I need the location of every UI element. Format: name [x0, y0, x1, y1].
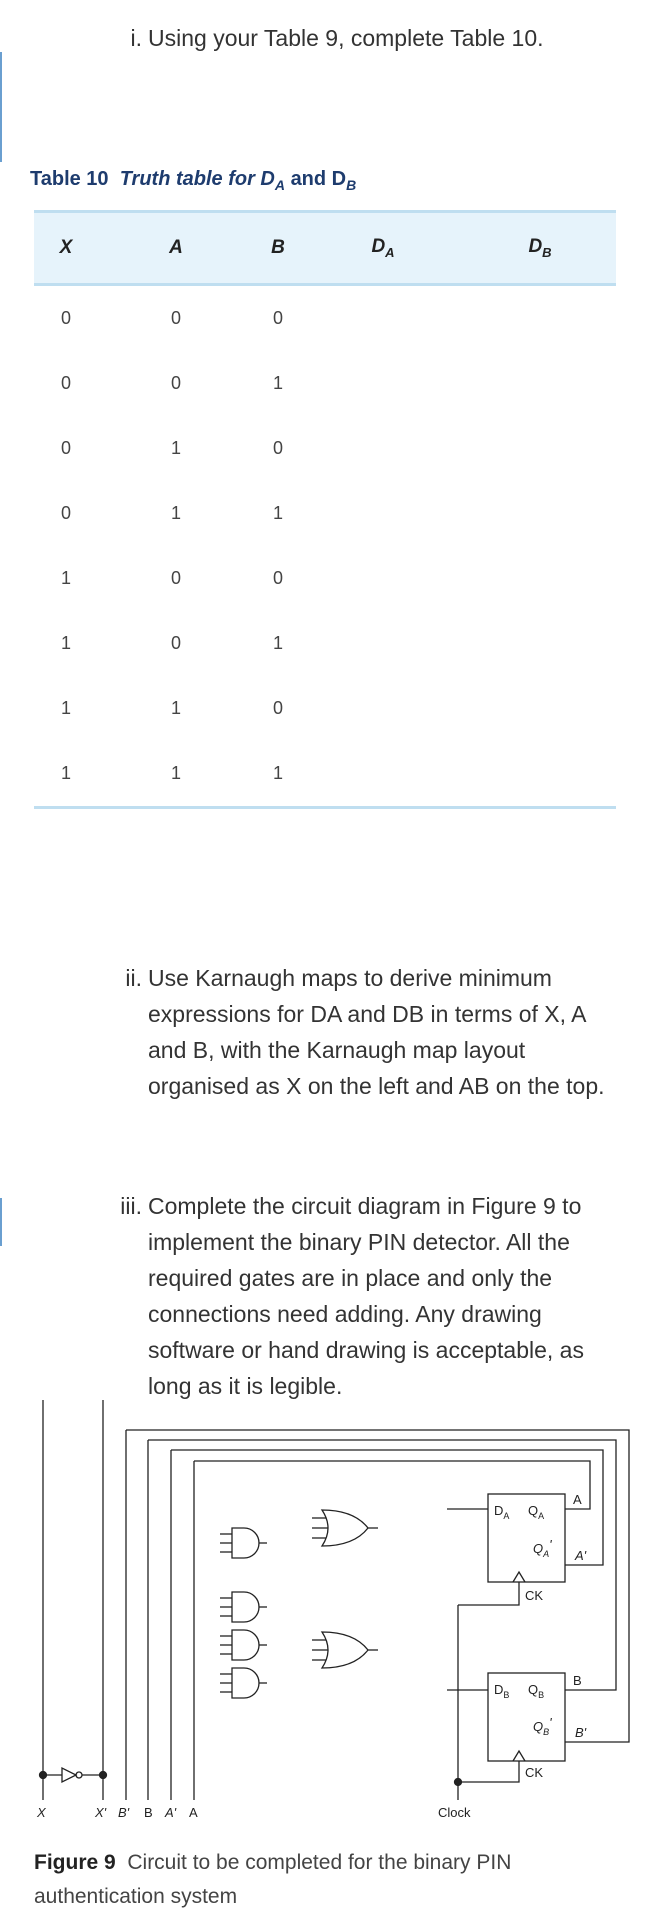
cell-db[interactable] — [464, 546, 616, 611]
ff-b-outn-label: B' — [575, 1725, 587, 1740]
cell-a: 0 — [170, 568, 181, 588]
cell-b: 1 — [254, 741, 302, 808]
question-iii-line: Complete the circuit diagram in Figure 9 to — [148, 1193, 582, 1219]
question-i-number: i. — [130, 25, 142, 51]
question-ii-line: organised as X on the left and AB on the top. — [148, 1073, 605, 1099]
question-ii — [125, 960, 638, 1104]
cell-b: 0 — [272, 308, 283, 328]
cell-x: 1 — [60, 568, 71, 588]
and-gate — [220, 1630, 267, 1660]
input-x-label: X — [37, 1805, 46, 1820]
feedback-wire-bn — [126, 1430, 629, 1742]
circuit-diagram — [0, 1400, 647, 1840]
col-header-b: B — [271, 237, 285, 258]
feedback-wire-a — [194, 1461, 590, 1509]
junction-xn — [100, 1772, 107, 1779]
cell-x: 1 — [34, 741, 98, 808]
cell-db[interactable] — [464, 676, 616, 741]
cell-a: 0 — [170, 633, 181, 653]
ff-b-q-label: $Q_B$ — [528, 1682, 545, 1700]
cell-x: 0 — [60, 503, 71, 523]
rail-label: X' — [95, 1805, 107, 1820]
cell-x: 0 — [60, 373, 71, 393]
table-10-title-sub1: A — [274, 177, 285, 193]
ff-a-ck-label: CK — [525, 1588, 544, 1603]
table-10-title-mid: and D — [290, 168, 347, 190]
cell-b: 1 — [272, 503, 283, 523]
rail-label: B — [144, 1805, 153, 1820]
clock-label: Clock — [438, 1805, 471, 1820]
and-gate — [220, 1668, 267, 1698]
cell-db[interactable] — [464, 481, 616, 546]
table-row — [34, 611, 616, 676]
cell-a: 1 — [170, 438, 181, 458]
ff-b-d-label: $D_B$ — [494, 1682, 510, 1700]
ff-b-qn-label: $Q_B'$ — [533, 1715, 552, 1737]
table-row — [34, 481, 616, 546]
cell-db[interactable] — [464, 741, 616, 808]
table-10-title-pre: Truth table for D — [119, 168, 275, 190]
and-gate — [220, 1528, 267, 1558]
cell-da[interactable] — [302, 546, 464, 611]
question-iii-line: connections need adding. Any drawing — [148, 1301, 542, 1327]
or-gate — [312, 1510, 378, 1546]
cell-da[interactable] — [302, 416, 464, 481]
cell-db[interactable] — [464, 611, 616, 676]
question-ii-line: expressions for DA and DB in terms of X, A — [148, 1001, 587, 1027]
table-row — [34, 416, 616, 481]
cell-da[interactable] — [302, 481, 464, 546]
question-iii-line: software or hand drawing is acceptable, as — [148, 1337, 584, 1363]
question-iii-line: long as it is legible. — [148, 1373, 343, 1399]
col-header-db-main: D — [528, 236, 543, 258]
cell-da[interactable] — [302, 351, 464, 416]
question-iii-line: required gates are in place and only the — [148, 1265, 553, 1291]
margin-marker — [0, 52, 2, 162]
ff-a-d-label: $D_A$ — [494, 1503, 510, 1521]
col-header-db-sub: B — [542, 244, 552, 260]
table-row — [34, 285, 616, 352]
col-header-db — [464, 212, 616, 285]
question-iii — [120, 1188, 638, 1404]
table-row — [34, 741, 616, 808]
cell-da[interactable] — [302, 676, 464, 741]
ff-b-ck-label: CK — [525, 1765, 544, 1780]
cell-da[interactable] — [302, 285, 464, 352]
ff-a-qn-label: $Q_A'$ — [533, 1537, 552, 1559]
question-i — [130, 20, 618, 56]
margin-marker — [0, 1198, 2, 1246]
cell-a: 1 — [98, 741, 254, 808]
cell-b: 0 — [272, 568, 283, 588]
cell-x: 1 — [60, 633, 71, 653]
rail-label: A' — [165, 1805, 177, 1820]
ff-a-outn-label: A' — [575, 1548, 587, 1563]
cell-x: 0 — [60, 308, 71, 328]
cell-db[interactable] — [464, 285, 616, 352]
col-header-da — [302, 212, 464, 285]
question-ii-number: ii. — [125, 965, 142, 991]
cell-b: 1 — [272, 373, 283, 393]
ff-b-out-label: B — [573, 1673, 582, 1688]
junction-x — [40, 1772, 47, 1779]
cell-a: 0 — [170, 373, 181, 393]
question-i-text: Using your Table 9, complete Table 10. — [148, 25, 544, 51]
cell-x: 1 — [60, 698, 71, 718]
question-ii-line: and B, with the Karnaugh map layout — [148, 1037, 526, 1063]
cell-db[interactable] — [464, 416, 616, 481]
cell-a: 1 — [170, 503, 181, 523]
and-gate — [220, 1592, 267, 1622]
table-10-caption — [30, 168, 356, 193]
junction-clock — [455, 1779, 462, 1786]
question-iii-line: implement the binary PIN detector. All the — [148, 1229, 570, 1255]
col-header-a: A — [169, 237, 183, 258]
table-10-label: Table 10 — [30, 168, 109, 190]
col-header-da-main: D — [371, 236, 386, 258]
table-header-row — [34, 212, 616, 285]
cell-a: 1 — [170, 698, 181, 718]
feedback-wire-b — [148, 1440, 616, 1690]
cell-b: 1 — [272, 633, 283, 653]
cell-da[interactable] — [302, 741, 464, 808]
table-row — [34, 546, 616, 611]
rail-label: B' — [118, 1805, 130, 1820]
col-header-x: X — [59, 237, 73, 258]
table-row — [34, 676, 616, 741]
ff-a-q-label: $Q_A$ — [528, 1503, 545, 1521]
cell-db[interactable] — [464, 351, 616, 416]
table-10-title-sub2: B — [346, 177, 357, 193]
inverter-gate — [62, 1768, 76, 1782]
cell-b: 0 — [272, 698, 283, 718]
or-gate — [312, 1632, 378, 1668]
col-header-da-sub: A — [385, 244, 395, 260]
figure-9-caption — [34, 1846, 624, 1914]
table-row — [34, 351, 616, 416]
question-iii-number: iii. — [120, 1193, 142, 1219]
figure-9-label: Figure 9 — [34, 1851, 116, 1874]
cell-b: 0 — [272, 438, 283, 458]
figure-9-text: Circuit to be completed for the binary PIN authentication system — [34, 1851, 512, 1908]
cell-x: 0 — [60, 438, 71, 458]
rail-label: A — [189, 1805, 198, 1820]
ff-a-out-label: A — [573, 1492, 582, 1507]
cell-a: 0 — [170, 308, 181, 328]
truth-table — [34, 210, 616, 809]
cell-da[interactable] — [302, 611, 464, 676]
question-ii-line: Use Karnaugh maps to derive minimum — [148, 965, 552, 991]
